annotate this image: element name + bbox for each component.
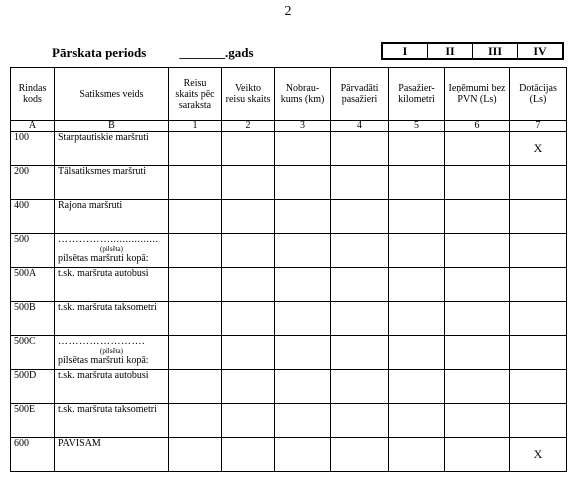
column-letter: 1	[169, 121, 222, 132]
data-cell[interactable]	[389, 268, 445, 302]
city-note: (pilsēta)	[100, 245, 123, 253]
header-scheduled-trips: Reisu skaits pēc saraksta	[169, 68, 222, 121]
period-year-field[interactable]: _______.gads	[179, 45, 254, 60]
column-letter: 4	[331, 121, 389, 132]
data-cell[interactable]	[510, 404, 567, 438]
transport-type	[55, 336, 169, 370]
data-cell[interactable]	[389, 200, 445, 234]
transport-type: t.sk. maršruta autobusi	[55, 268, 169, 302]
table-row	[11, 166, 567, 200]
data-cell[interactable]	[169, 404, 222, 438]
data-cell[interactable]	[222, 302, 275, 336]
data-cell[interactable]	[331, 438, 389, 472]
header-revenue: Ieņēmumi bez PVN (Ls)	[445, 68, 510, 121]
data-cell[interactable]	[389, 132, 445, 166]
period-label: Pārskata periods	[52, 45, 147, 60]
data-cell[interactable]	[222, 234, 275, 268]
row-code: 500C	[11, 336, 55, 370]
quarter-4[interactable]: IV	[517, 44, 562, 58]
data-cell[interactable]	[445, 404, 510, 438]
data-cell[interactable]	[222, 132, 275, 166]
data-cell[interactable]	[331, 404, 389, 438]
data-cell[interactable]	[331, 268, 389, 302]
table-row	[11, 370, 567, 404]
data-cell[interactable]	[222, 438, 275, 472]
data-cell[interactable]	[510, 166, 567, 200]
row-code: 400	[11, 200, 55, 234]
data-cell[interactable]: X	[510, 438, 567, 472]
data-cell[interactable]	[331, 302, 389, 336]
column-letter: B	[55, 121, 169, 132]
quarter-3[interactable]: III	[472, 44, 517, 58]
data-cell[interactable]	[445, 166, 510, 200]
table-row	[11, 302, 567, 336]
data-cell[interactable]	[275, 268, 331, 302]
table-row	[11, 336, 567, 370]
data-cell[interactable]	[275, 438, 331, 472]
table-row	[11, 404, 567, 438]
data-cell[interactable]	[510, 268, 567, 302]
column-letter: 6	[445, 121, 510, 132]
data-cell[interactable]	[169, 200, 222, 234]
data-cell[interactable]	[389, 404, 445, 438]
data-cell[interactable]	[331, 132, 389, 166]
data-cell[interactable]	[275, 166, 331, 200]
row-code: 500A	[11, 268, 55, 302]
data-cell[interactable]	[510, 370, 567, 404]
data-cell[interactable]	[331, 200, 389, 234]
data-cell[interactable]	[222, 370, 275, 404]
transport-type: PAVISAM	[55, 438, 169, 472]
column-letter: 3	[275, 121, 331, 132]
data-cell[interactable]	[389, 234, 445, 268]
data-cell[interactable]	[169, 370, 222, 404]
column-letters-row	[11, 121, 567, 132]
transport-type: Rajona maršruti	[55, 200, 169, 234]
page-number: 2	[284, 4, 292, 19]
transport-type-label: pilsētas maršruti kopā:	[58, 355, 149, 366]
transport-type: t.sk. maršruta taksometri	[55, 302, 169, 336]
data-cell[interactable]	[275, 302, 331, 336]
data-cell[interactable]	[445, 268, 510, 302]
data-cell[interactable]	[275, 234, 331, 268]
data-cell[interactable]	[510, 234, 567, 268]
row-code: 500D	[11, 370, 55, 404]
column-letter: 7	[510, 121, 567, 132]
header-transport-type: Satiksmes veids	[55, 68, 169, 121]
data-cell[interactable]	[445, 132, 510, 166]
data-cell[interactable]	[275, 370, 331, 404]
quarter-1[interactable]: I	[402, 44, 408, 58]
data-cell[interactable]	[275, 200, 331, 234]
data-cell[interactable]	[389, 438, 445, 472]
data-cell[interactable]	[445, 438, 510, 472]
row-code: 600	[11, 438, 55, 472]
data-cell[interactable]	[445, 302, 510, 336]
data-cell[interactable]	[222, 200, 275, 234]
data-cell[interactable]	[275, 132, 331, 166]
data-cell[interactable]	[169, 132, 222, 166]
data-cell[interactable]	[222, 166, 275, 200]
column-letter: A	[11, 121, 55, 132]
data-cell[interactable]	[331, 166, 389, 200]
transport-type-label: pilsētas maršruti kopā:	[58, 253, 149, 264]
data-cell[interactable]	[445, 200, 510, 234]
data-cell[interactable]	[389, 302, 445, 336]
data-cell[interactable]	[222, 336, 275, 370]
report-table	[10, 67, 567, 472]
data-cell[interactable]	[169, 438, 222, 472]
city-blank[interactable]: …………………….	[58, 336, 145, 347]
table-row	[11, 234, 567, 268]
transport-type: t.sk. maršruta taksometri	[55, 404, 169, 438]
data-cell[interactable]	[275, 404, 331, 438]
data-cell[interactable]	[510, 200, 567, 234]
quarter-2[interactable]: II	[427, 44, 472, 58]
data-cell[interactable]	[389, 166, 445, 200]
data-cell[interactable]	[331, 370, 389, 404]
transport-type: Tālsatiksmes maršruti	[55, 166, 169, 200]
data-cell[interactable]	[389, 336, 445, 370]
header-completed-trips: Veikto reisu skaits	[222, 68, 275, 121]
header-passenger-km: Pasažier-kilometri	[389, 68, 445, 121]
transport-type	[55, 234, 169, 268]
header-subsidies: Dotācijas (Ls)	[510, 68, 567, 121]
data-cell[interactable]: X	[510, 132, 567, 166]
data-cell[interactable]	[275, 336, 331, 370]
quarter-selector	[381, 42, 564, 60]
table-row	[11, 132, 567, 166]
reporting-period	[52, 45, 254, 61]
header-passengers: Pārvadāti pasažieri	[331, 68, 389, 121]
transport-type: t.sk. maršruta autobusi	[55, 370, 169, 404]
data-cell[interactable]	[510, 336, 567, 370]
transport-type: Starptautiskie maršruti	[55, 132, 169, 166]
data-cell[interactable]	[510, 302, 567, 336]
column-letter: 2	[222, 121, 275, 132]
table-row	[11, 268, 567, 302]
data-cell[interactable]	[169, 268, 222, 302]
data-cell[interactable]	[222, 268, 275, 302]
header-row	[11, 68, 567, 121]
city-blank[interactable]: ……………................	[58, 234, 159, 245]
data-cell[interactable]	[445, 336, 510, 370]
header-mileage: Nobrau-kums (km)	[275, 68, 331, 121]
data-cell[interactable]	[445, 370, 510, 404]
data-cell[interactable]	[169, 166, 222, 200]
row-code: 500E	[11, 404, 55, 438]
data-cell[interactable]	[389, 370, 445, 404]
data-cell[interactable]	[222, 404, 275, 438]
data-cell[interactable]	[169, 302, 222, 336]
row-code: 500	[11, 234, 55, 268]
data-cell[interactable]	[169, 336, 222, 370]
row-code: 100	[11, 132, 55, 166]
data-cell[interactable]	[331, 234, 389, 268]
column-letter: 5	[389, 121, 445, 132]
table-row	[11, 200, 567, 234]
row-code: 500B	[11, 302, 55, 336]
header-row-code: Rindas kods	[11, 68, 55, 121]
data-cell[interactable]	[445, 234, 510, 268]
data-cell[interactable]	[331, 336, 389, 370]
city-note: (pilsēta)	[100, 347, 123, 355]
table-row	[11, 438, 567, 472]
data-cell[interactable]	[169, 234, 222, 268]
row-code: 200	[11, 166, 55, 200]
